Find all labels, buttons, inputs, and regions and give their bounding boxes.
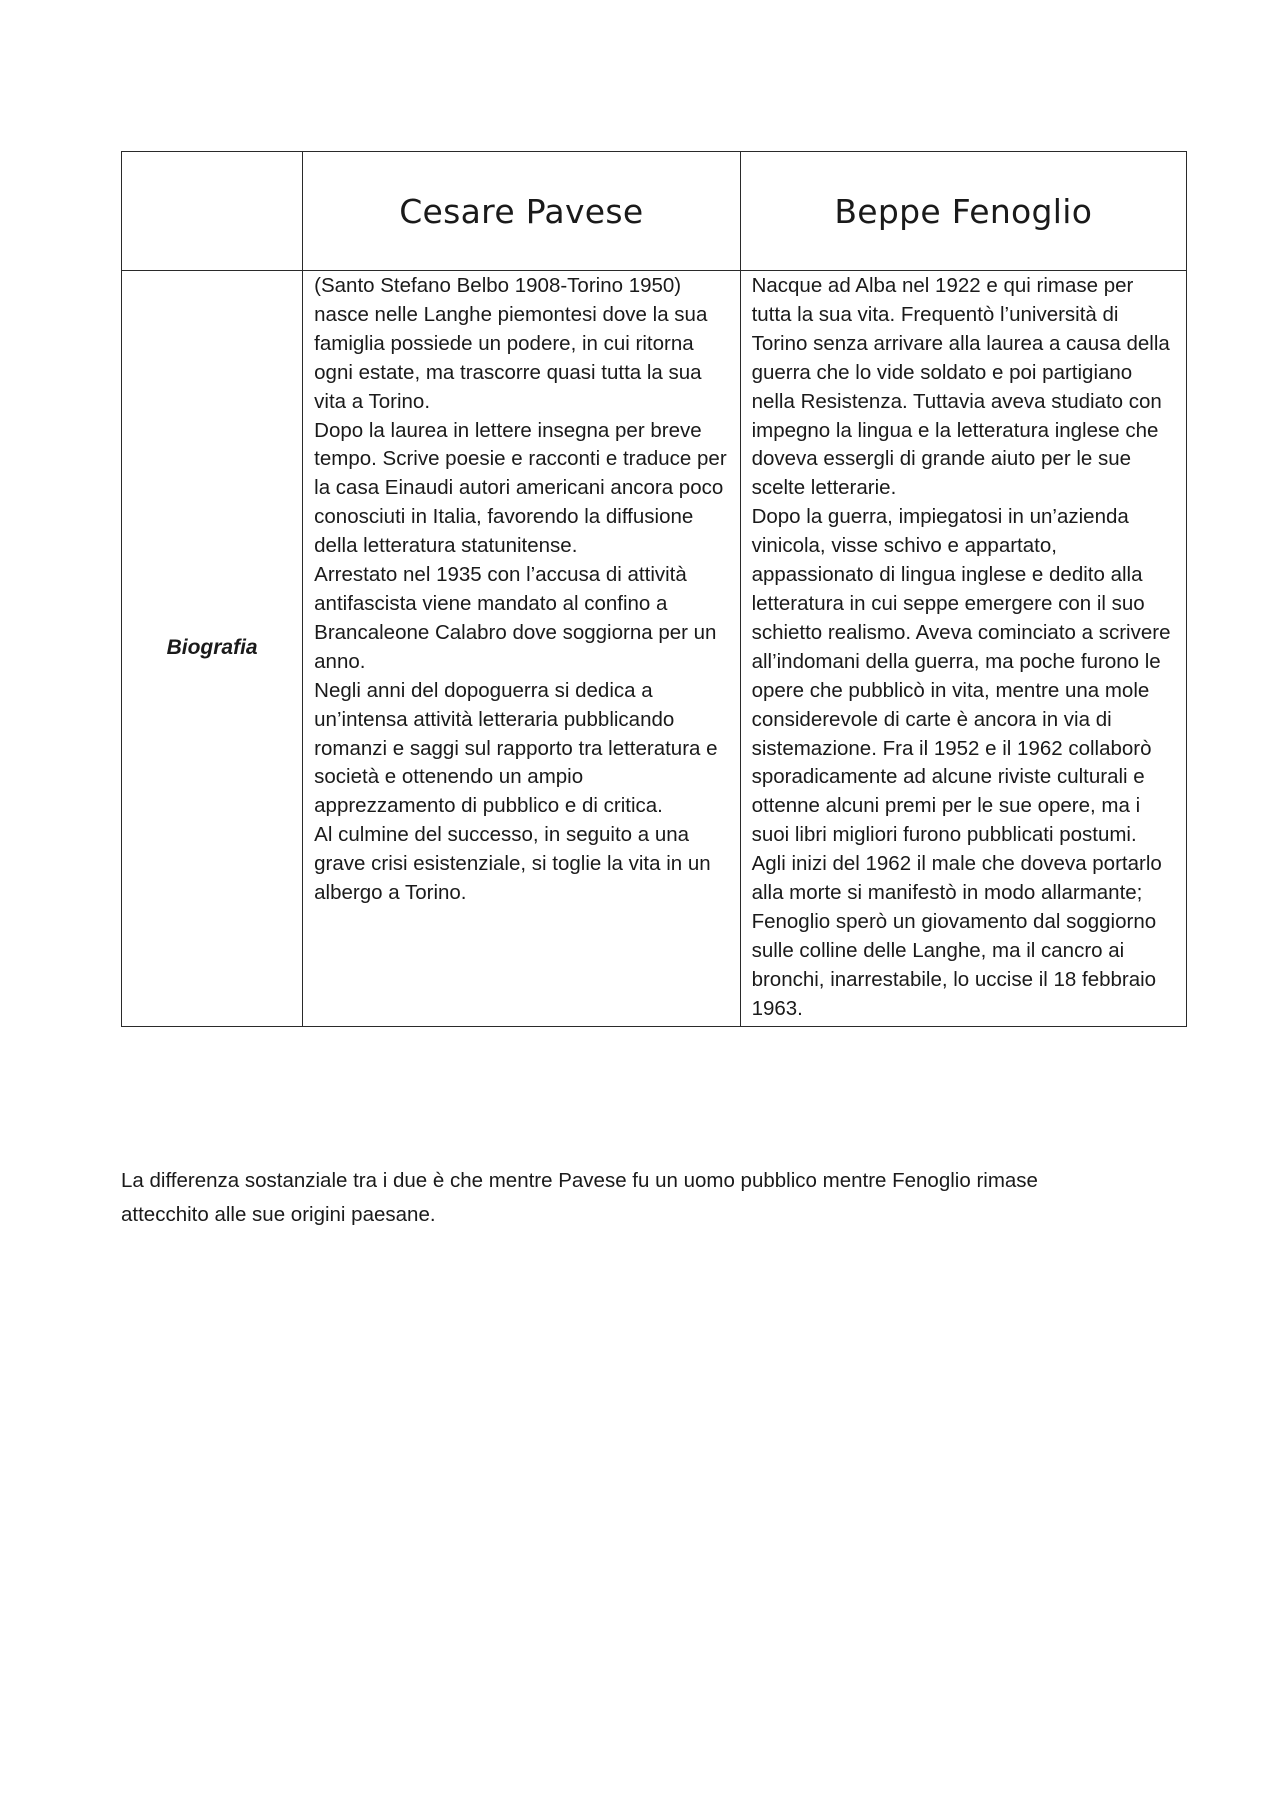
row-label-biografia: Biografia — [122, 271, 303, 1027]
table-header-row — [122, 152, 1187, 271]
pavese-bio-paragraph: Arrestato nel 1935 con l’accusa di attività antifascista viene mandato al confino a Brancaleone Calabro dove soggiorna per un anno. — [314, 563, 717, 673]
pavese-bio-paragraph: (Santo Stefano Belbo 1908-Torino 1950) nasce nelle Langhe piemontesi dove la sua famiglia possiede un podere, in cui ritorna ogni estate, ma trascorre quasi tutta la sua vita a Torino. — [314, 274, 708, 413]
comparison-table — [121, 151, 1187, 1027]
table-row-biografia — [122, 271, 1187, 1027]
pavese-bio-paragraph: Negli anni del dopoguerra si dedica a un’intensa attività letteraria pubblicando romanzi e saggi sul rapporto tra letteratura e società e ottenendo un ampio apprezzamento di pubblico e di critica. — [314, 678, 718, 818]
fenoglio-bio-paragraph: Agli inizi del 1962 il male che doveva portarlo alla morte si manifestò in modo allarmante; Fenoglio sperò un giovamento dal soggiorno sulle colline delle Langhe, ma il cancro ai bronchi, inarrestabile, lo uccise il 18 febbraio 1963. — [751, 852, 1162, 1020]
header-author-pavese-text: Cesare Pavese — [399, 191, 644, 231]
pavese-bio-paragraph: Al culmine del successo, in seguito a una grave crisi esistenziale, si toglie la vita in un albergo a Torino. — [314, 823, 711, 905]
header-empty-cell — [122, 152, 303, 271]
pavese-bio-cell — [303, 271, 740, 1027]
conclusion-paragraph: La differenza sostanziale tra i due è che mentre Pavese fu un uomo pubblico mentre Fenoglio rimase attecchito alle sue origini paesane. — [121, 1169, 1038, 1226]
header-author-fenoglio — [740, 152, 1186, 271]
fenoglio-bio-paragraph: Dopo la guerra, impiegatosi in un’azienda vinicola, visse schivo e appartato, appassionato di lingua inglese e dedito alla letteratura in cui seppe emergere con il suo schietto realismo. Aveva cominciato a scrivere all’indomani della guerra, ma poche furono le opere che pubblicò in vita, mentre una mole considerevole di carte è ancora in via di sistemazione. Fra il 1952 e il 1962 collaborò sporadicamente ad alcune riviste culturali e ottenne alcuni premi per le sue opere, ma i suoi libri migliori furono pubblicati postumi. — [751, 505, 1171, 847]
header-author-pavese — [303, 152, 740, 271]
fenoglio-bio-paragraph: Nacque ad Alba nel 1922 e qui rimase per tutta la sua vita. Frequentò l’università di Torino senza arrivare alla laurea a causa della guerra che lo vide soldato e poi partigiano nella Resistenza. Tuttavia aveva studiato con impegno la lingua e la letteratura inglese che doveva essergli di grande aiuto per le sue scelte letterarie. — [751, 274, 1170, 500]
pavese-bio-paragraph: Dopo la laurea in lettere insegna per breve tempo. Scrive poesie e racconti e traduce per la casa Einaudi autori americani ancora poco conosciuti in Italia, favorendo la diffusione della letteratura statunitense. — [314, 418, 727, 558]
fenoglio-bio-cell — [740, 271, 1186, 1027]
header-author-fenoglio-text: Beppe Fenoglio — [834, 191, 1093, 231]
